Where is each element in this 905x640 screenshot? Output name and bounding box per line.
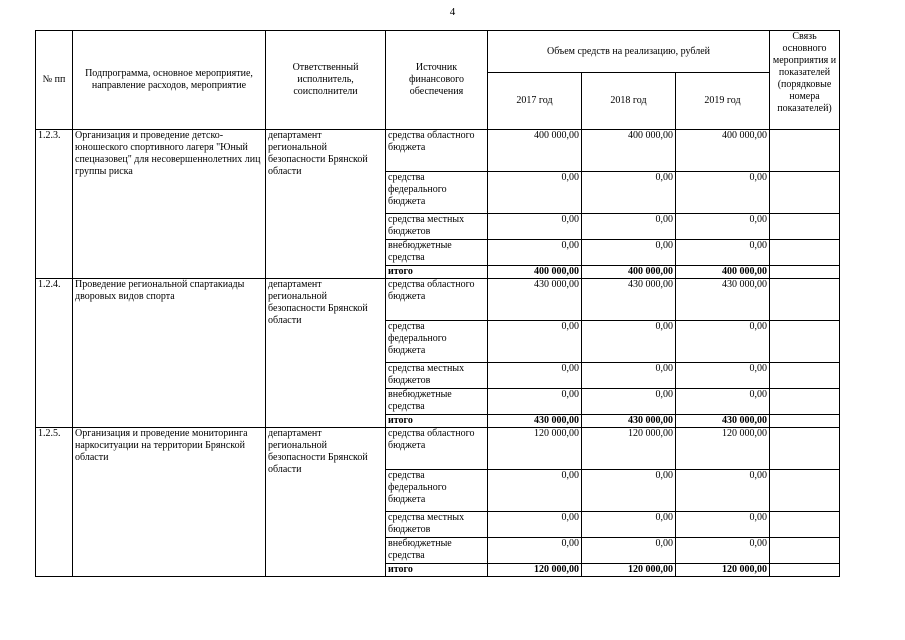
indicator-link [770, 415, 840, 428]
amount-2019: 0,00 [676, 470, 770, 512]
amount-2017: 0,00 [488, 240, 582, 266]
funding-source: средства местных бюджетов [386, 214, 488, 240]
amount-2017: 0,00 [488, 363, 582, 389]
row-number: 1.2.5. [36, 428, 73, 577]
header-name: Подпрограмма, основное мероприятие, направление расходов, мероприятие [73, 31, 266, 130]
funding-source: средства областного бюджета [386, 428, 488, 470]
amount-2019: 120 000,00 [676, 564, 770, 577]
event-name: Организация и проведение мониторинга наркоситуации на территории Брянской области [73, 428, 266, 577]
total-label: итого [386, 564, 488, 577]
amount-2018: 400 000,00 [582, 130, 676, 172]
amount-2019: 0,00 [676, 240, 770, 266]
header-executor: Ответственный исполнитель, соисполнители [266, 31, 386, 130]
funding-source: внебюджетные средства [386, 240, 488, 266]
amount-2019: 0,00 [676, 172, 770, 214]
funding-source: средства областного бюджета [386, 130, 488, 172]
budget-table [35, 30, 840, 577]
amount-2018: 0,00 [582, 240, 676, 266]
indicator-link [770, 564, 840, 577]
amount-2017: 430 000,00 [488, 279, 582, 321]
amount-2017: 0,00 [488, 389, 582, 415]
event-name: Проведение региональной спартакиады дворовых видов спорта [73, 279, 266, 428]
amount-2017: 0,00 [488, 214, 582, 240]
total-label: итого [386, 415, 488, 428]
total-label: итого [386, 266, 488, 279]
table-body [36, 130, 840, 577]
indicator-link [770, 321, 840, 363]
funding-source: внебюджетные средства [386, 389, 488, 415]
amount-2019: 0,00 [676, 214, 770, 240]
amount-2018: 120 000,00 [582, 564, 676, 577]
header-amount: Объем средств на реализацию, рублей [488, 31, 770, 73]
amount-2018: 0,00 [582, 512, 676, 538]
amount-2019: 400 000,00 [676, 130, 770, 172]
amount-2019: 0,00 [676, 389, 770, 415]
amount-2018: 0,00 [582, 321, 676, 363]
indicator-link [770, 240, 840, 266]
amount-2018: 400 000,00 [582, 266, 676, 279]
amount-2017: 0,00 [488, 512, 582, 538]
amount-2019: 0,00 [676, 512, 770, 538]
funding-source: средства федерального бюджета [386, 321, 488, 363]
table-row [36, 428, 840, 470]
table-row [36, 279, 840, 321]
indicator-link [770, 172, 840, 214]
amount-2017: 0,00 [488, 321, 582, 363]
amount-2018: 0,00 [582, 172, 676, 214]
amount-2019: 0,00 [676, 321, 770, 363]
amount-2018: 430 000,00 [582, 279, 676, 321]
amount-2018: 0,00 [582, 470, 676, 512]
executor: департамент региональной безопасности Брянской области [266, 130, 386, 279]
funding-source: внебюджетные средства [386, 538, 488, 564]
indicator-link [770, 279, 840, 321]
amount-2017: 400 000,00 [488, 266, 582, 279]
header-source: Источник финансового обеспечения [386, 31, 488, 130]
funding-source: средства областного бюджета [386, 279, 488, 321]
amount-2018: 430 000,00 [582, 415, 676, 428]
amount-2019: 430 000,00 [676, 279, 770, 321]
amount-2019: 0,00 [676, 538, 770, 564]
amount-2017: 0,00 [488, 470, 582, 512]
amount-2019: 430 000,00 [676, 415, 770, 428]
amount-2017: 430 000,00 [488, 415, 582, 428]
amount-2017: 400 000,00 [488, 130, 582, 172]
amount-2019: 0,00 [676, 363, 770, 389]
executor: департамент региональной безопасности Брянской области [266, 279, 386, 428]
funding-source: средства местных бюджетов [386, 512, 488, 538]
indicator-link [770, 363, 840, 389]
table-row [36, 130, 840, 172]
amount-2018: 0,00 [582, 538, 676, 564]
header-num: № пп [36, 31, 73, 130]
indicator-link [770, 214, 840, 240]
amount-2018: 0,00 [582, 214, 676, 240]
header-year-2019: 2019 год [676, 73, 770, 130]
amount-2018: 0,00 [582, 389, 676, 415]
indicator-link [770, 428, 840, 470]
indicator-link [770, 538, 840, 564]
funding-source: средства федерального бюджета [386, 172, 488, 214]
executor: департамент региональной безопасности Брянской области [266, 428, 386, 577]
amount-2018: 120 000,00 [582, 428, 676, 470]
amount-2018: 0,00 [582, 363, 676, 389]
indicator-link [770, 266, 840, 279]
amount-2017: 120 000,00 [488, 564, 582, 577]
amount-2019: 120 000,00 [676, 428, 770, 470]
header-link: Связь основного мероприятия и показателей (порядковые номера показателей) [770, 31, 840, 130]
header-year-2017: 2017 год [488, 73, 582, 130]
amount-2017: 0,00 [488, 172, 582, 214]
amount-2019: 400 000,00 [676, 266, 770, 279]
amount-2017: 120 000,00 [488, 428, 582, 470]
funding-source: средства федерального бюджета [386, 470, 488, 512]
indicator-link [770, 389, 840, 415]
row-number: 1.2.3. [36, 130, 73, 279]
funding-source: средства местных бюджетов [386, 363, 488, 389]
indicator-link [770, 470, 840, 512]
event-name: Организация и проведение детско-юношеского спортивного лагеря "Юный спецназовец" для несовершеннолетних лиц группы риска [73, 130, 266, 279]
page-number: 4 [449, 6, 456, 18]
indicator-link [770, 512, 840, 538]
row-number: 1.2.4. [36, 279, 73, 428]
header-year-2018: 2018 год [582, 73, 676, 130]
amount-2017: 0,00 [488, 538, 582, 564]
indicator-link [770, 130, 840, 172]
